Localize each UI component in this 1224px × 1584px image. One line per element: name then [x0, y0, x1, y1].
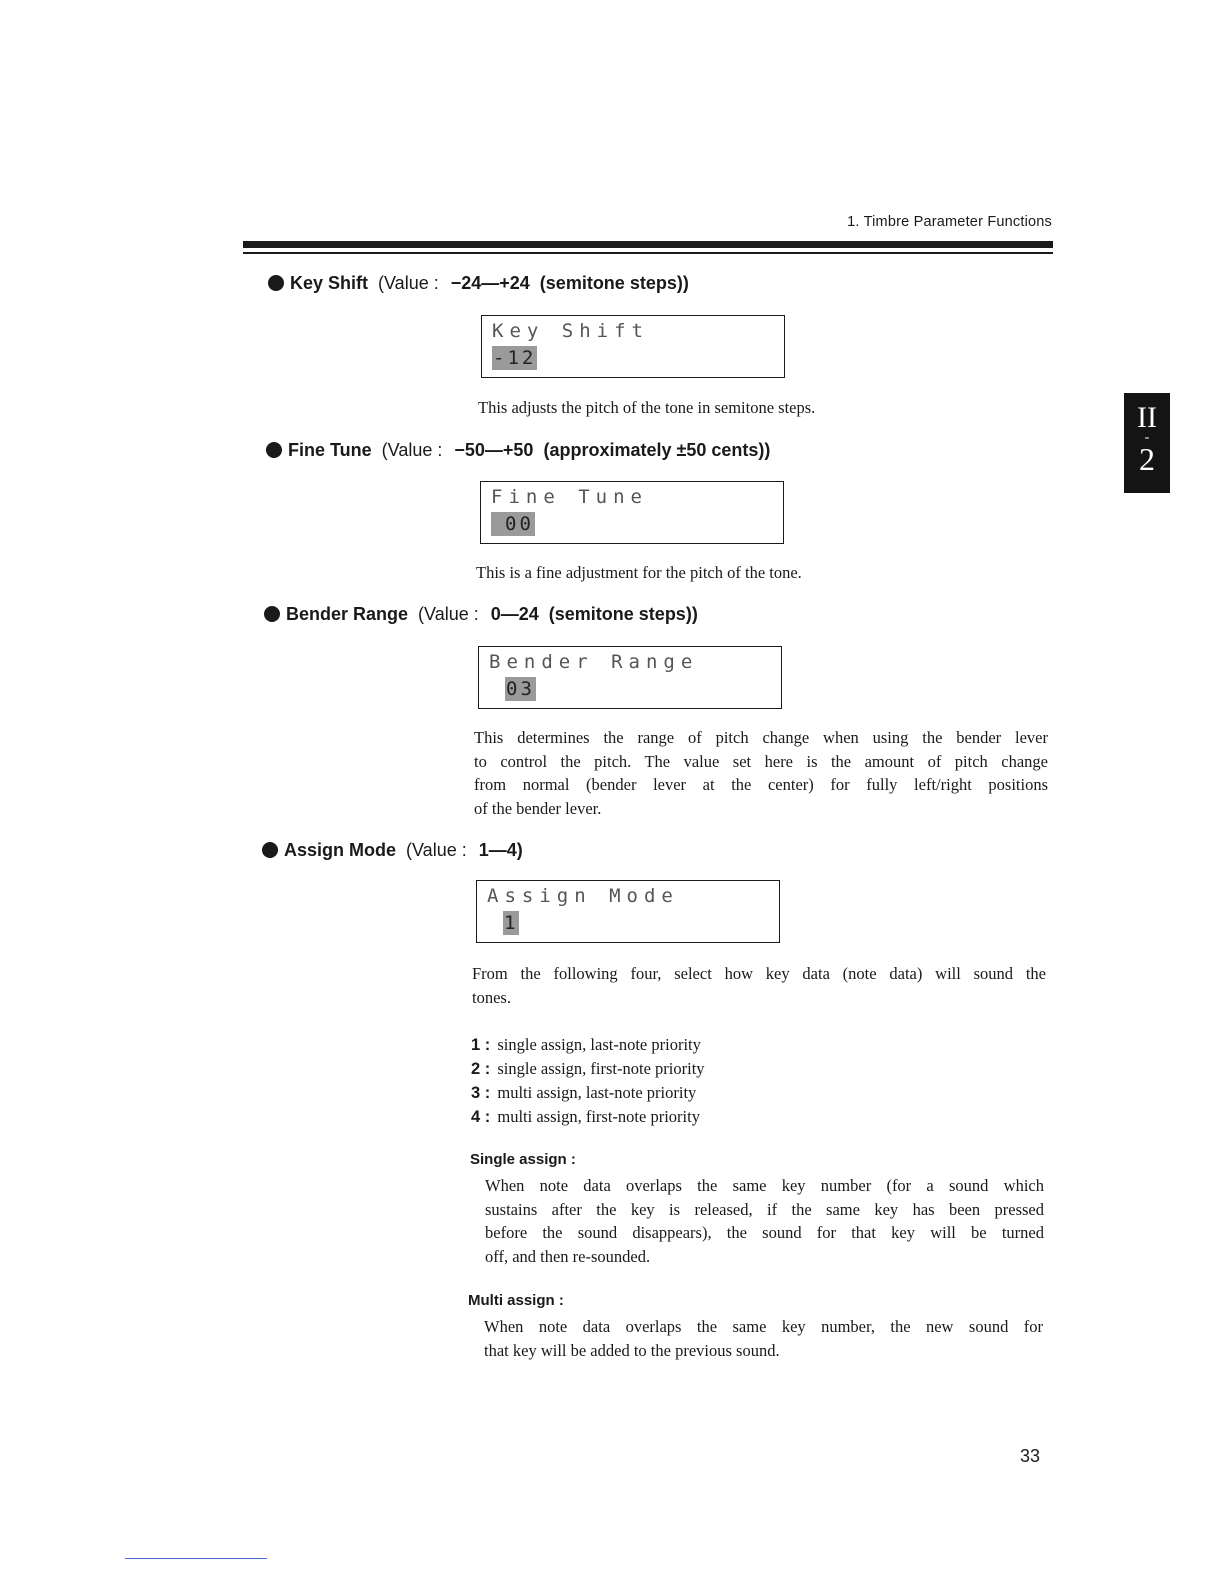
- description-line: of the bender lever.: [474, 798, 602, 818]
- fine-tune-description: This is a fine adjustment for the pitch of the tone.: [476, 563, 802, 582]
- fine-tune-value-label: (Value :: [381, 440, 443, 460]
- description-line: tones.: [472, 987, 511, 1007]
- bender-range-lcd-value: 03: [506, 678, 535, 700]
- multi-assign-heading: Multi assign :: [468, 1292, 564, 1309]
- key-shift-lcd-line1: Key Shift: [492, 320, 649, 342]
- assign-mode-lcd-line1: Assign Mode: [487, 885, 679, 907]
- running-head: 1. Timbre Parameter Functions: [847, 214, 1052, 230]
- assign-mode-lcd-value: 1: [504, 912, 519, 934]
- key-shift-name: Key Shift: [290, 273, 369, 293]
- bullet-icon: [266, 442, 282, 458]
- list-item-text: single assign, first-note priority: [497, 1059, 705, 1078]
- bullet-icon: [262, 842, 278, 858]
- header-rule-thick: [243, 241, 1053, 248]
- fine-tune-lcd: [480, 481, 784, 544]
- description-line: from normal (bender lever at the center) for fully left/right positions: [474, 775, 1048, 794]
- list-item-text: single assign, last-note priority: [497, 1035, 701, 1054]
- fine-tune-lcd-line1: Fine Tune: [491, 486, 648, 508]
- key-shift-lcd-value: -12: [493, 347, 537, 369]
- list-item: [471, 1057, 705, 1081]
- page-number: 33: [1020, 1446, 1041, 1466]
- fine-tune-lcd-value: 00: [491, 512, 535, 536]
- multi-assign-description: [484, 1315, 1043, 1362]
- description-line: sustains after the key is released, if the same key has been pressed: [485, 1199, 1044, 1219]
- description-line: off, and then re-sounded.: [485, 1246, 651, 1266]
- key-shift-value-label: (Value :: [378, 273, 439, 293]
- assign-mode-value-label: (Value :: [406, 840, 467, 860]
- description-line: that key will be added to the previous sound.: [484, 1340, 780, 1360]
- assign-mode-lcd: [476, 880, 780, 943]
- description-line: before the sound disappears), the sound for that key will be turned: [485, 1223, 1044, 1242]
- single-assign-heading: Single assign :: [470, 1151, 576, 1168]
- bender-range-name: Bender Range: [286, 604, 409, 624]
- list-item-number: 4 :: [471, 1108, 491, 1126]
- bullet-icon: [264, 606, 280, 622]
- assign-mode-heading: [262, 840, 523, 861]
- bender-range-heading: [264, 604, 698, 625]
- chapter-tab-roman: II: [1137, 401, 1157, 434]
- key-shift-description: This adjusts the pitch of the tone in semitone steps.: [478, 398, 816, 417]
- chapter-tab-dash: -: [1144, 430, 1150, 445]
- fine-tune-name: Fine Tune: [288, 440, 372, 460]
- bender-range-value-note: (semitone steps)): [548, 604, 698, 624]
- list-item-number: 3 :: [471, 1084, 491, 1102]
- list-item: [471, 1105, 705, 1129]
- header-rule-thin: [243, 252, 1053, 254]
- assign-mode-description: [472, 962, 1046, 1009]
- key-shift-value-note: (semitone steps)): [539, 273, 689, 293]
- description-line: From the following four, select how key data (note data) will sound the: [472, 964, 1046, 983]
- fine-tune-value-note: (approximately ±50 cents)): [543, 440, 771, 460]
- assign-mode-value-range: 1—4): [478, 840, 523, 860]
- chapter-tab-number: 2: [1139, 441, 1155, 477]
- key-shift-heading: [268, 273, 689, 294]
- assign-mode-list: [471, 1033, 705, 1129]
- bender-range-lcd: [478, 646, 782, 709]
- key-shift-value-range: −24—+24: [450, 273, 530, 293]
- description-line: When note data overlaps the same key number, the new sound for: [484, 1317, 1043, 1336]
- list-item-number: 1 :: [471, 1036, 491, 1054]
- list-item: [471, 1081, 705, 1105]
- description-line: to control the pitch. The value set here is the amount of pitch change: [474, 751, 1048, 771]
- bender-range-value-label: (Value :: [418, 604, 479, 624]
- list-item-text: multi assign, last-note priority: [497, 1083, 697, 1102]
- bender-range-lcd-line1: Bender Range: [489, 651, 699, 673]
- list-item-text: multi assign, first-note priority: [497, 1107, 700, 1126]
- description-line: This determines the range of pitch change when using the bender lever: [474, 728, 1048, 747]
- list-item: [471, 1033, 705, 1057]
- description-line: When note data overlaps the same key number (for a sound which: [485, 1176, 1044, 1195]
- fine-tune-value-range: −50—+50: [454, 440, 534, 460]
- key-shift-lcd: [481, 315, 785, 378]
- bottom-rule: [125, 1558, 267, 1559]
- bender-range-value-range: 0—24: [490, 604, 539, 624]
- bullet-icon: [268, 275, 284, 291]
- single-assign-description: [485, 1174, 1044, 1268]
- bender-range-description: [474, 726, 1048, 820]
- assign-mode-name: Assign Mode: [284, 840, 397, 860]
- chapter-tab: [1124, 393, 1170, 493]
- fine-tune-heading: [266, 440, 770, 461]
- list-item-number: 2 :: [471, 1060, 491, 1078]
